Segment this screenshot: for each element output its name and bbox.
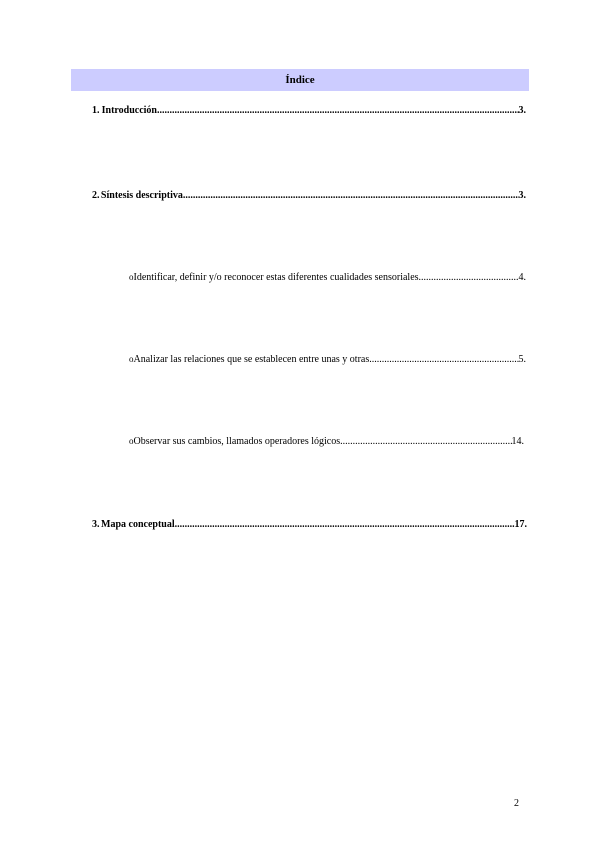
bullet-icon: o	[129, 272, 134, 282]
toc-dot-leader	[157, 105, 519, 117]
toc-entry-number: 3.	[92, 519, 100, 530]
index-title: Índice	[285, 73, 315, 86]
toc-entry-page: 5.	[518, 354, 526, 365]
toc-dot-leader	[369, 354, 518, 366]
bullet-icon: o	[129, 354, 134, 364]
toc-entry-text: Mapa conceptual	[101, 519, 175, 530]
toc-entry-text: Observar sus cambios, llamados operadores lógicos	[133, 436, 341, 447]
toc-entry-page: 14.	[511, 436, 524, 447]
toc-subentry-observar[interactable]	[129, 435, 524, 448]
toc-entry-text: Síntesis descriptiva	[100, 190, 183, 201]
toc-entry-sintesis-descriptiva[interactable]	[92, 190, 526, 202]
toc-entry-text: Analizar las relaciones que se establecen entre unas y otras	[133, 354, 370, 365]
toc-entry-page: 17.	[514, 519, 527, 530]
index-header-bar	[71, 69, 529, 91]
toc-entry-number: 1.	[92, 105, 100, 116]
toc-entry-page: 3.	[518, 105, 526, 116]
bullet-icon: o	[129, 436, 134, 446]
toc-entry-number: 2.	[92, 190, 100, 201]
toc-entry-page: 4.	[518, 272, 526, 283]
toc-entry-text: Introducción	[101, 105, 157, 116]
toc-entry-introduccion[interactable]	[92, 105, 526, 117]
page-number: 2	[514, 798, 519, 809]
toc-entry-mapa-conceptual[interactable]	[92, 519, 527, 531]
toc-dot-leader	[419, 272, 519, 284]
toc-entry-text: Identificar, definir y/o reconocer estas diferentes cualidades sensoriales	[133, 272, 419, 283]
toc-dot-leader	[340, 436, 511, 448]
toc-dot-leader	[175, 519, 515, 531]
toc-subentry-analizar[interactable]	[129, 353, 526, 366]
toc-entry-page: 3.	[518, 190, 526, 201]
toc-dot-leader	[183, 190, 519, 202]
toc-subentry-identificar[interactable]	[129, 271, 526, 284]
